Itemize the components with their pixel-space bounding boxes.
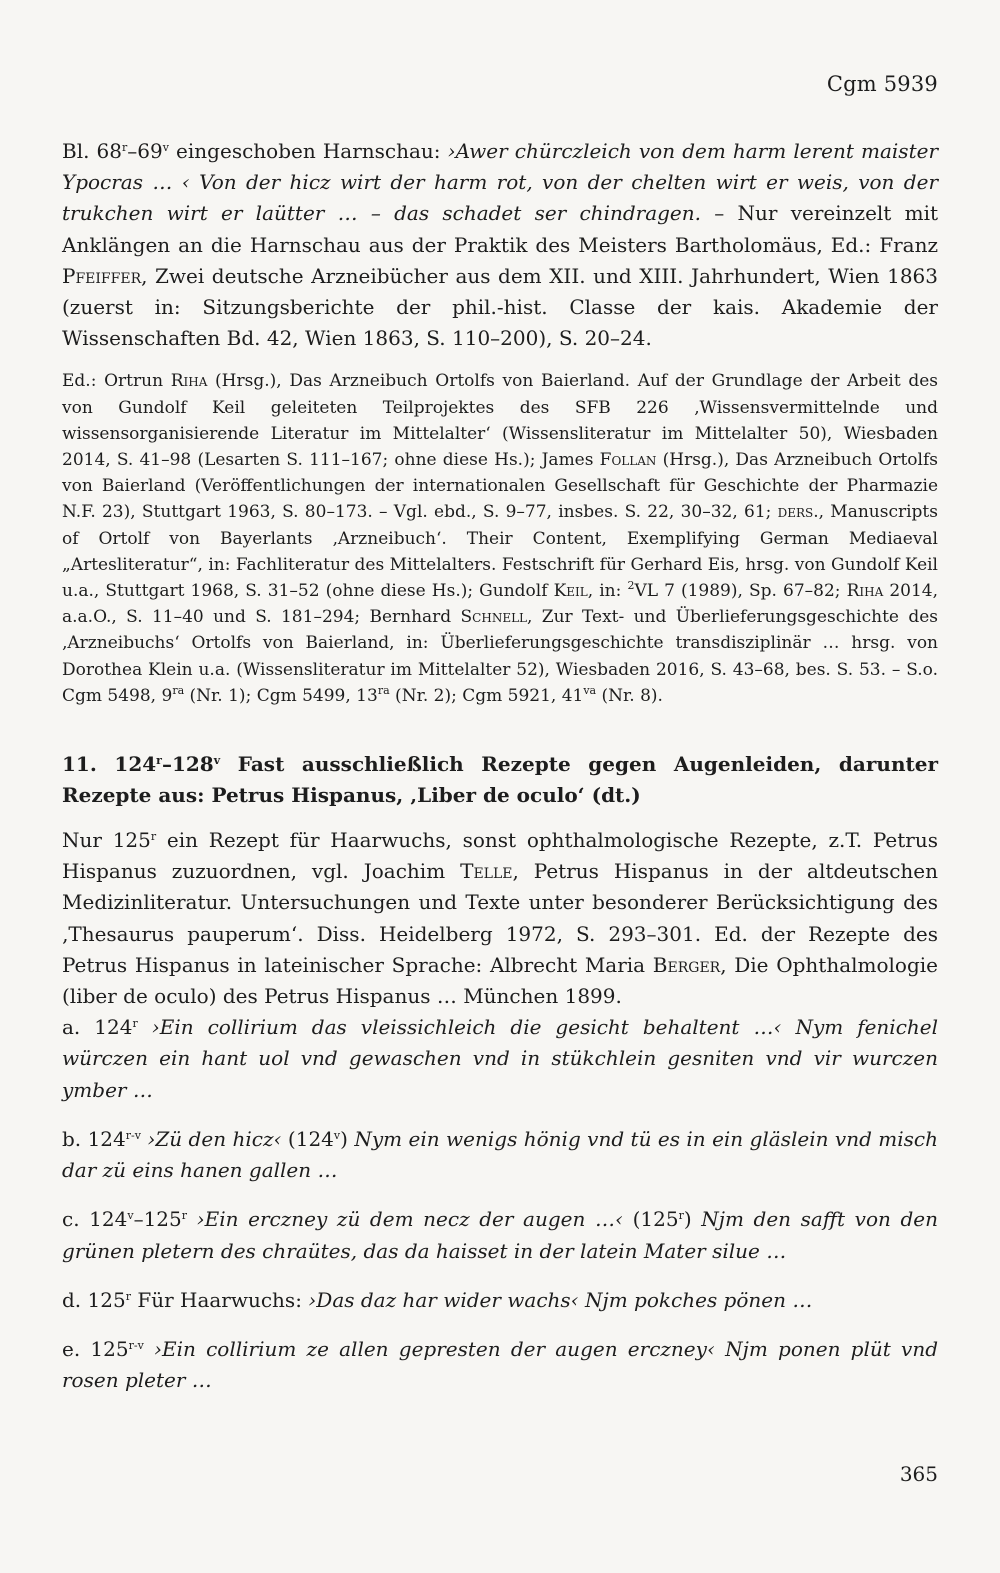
recipe-list	[62, 1012, 938, 1396]
recipe-entry-b: b. 124$^{r-v}$ ›Zü den hicz‹ (124$^v$) Nym ein wenigs hönig vnd tü es in ein gläslein vnd misch dar zü eins hanen gallen …	[62, 1126, 938, 1183]
paragraph-text: Bl. 68$^r$–69$^v$ eingeschoben Harnschau: ›Awer chürczleich von dem harm lerent maister Ypocras … ‹ Von der hicz wirt der harm rot, von der chelten wirt er weis, von der trukchen wirt er laütter … – das schadet ser chindragen. – Nur vereinzelt mit Anklängen an die Harnschau aus der Praktik des Meisters Bartholomäus, Ed.: Franz Pfeiffer, Zwei deutsche Arzneibücher aus dem XII. und XIII. Jahrhundert, Wien 1863 (zuerst in: Sitzungsberichte der phil.-hist. Classe der kais. Akademie der Wissenschaften Bd. 42, Wien 1863, S. 110–200), S. 20–24.	[62, 139, 938, 351]
page-number: 365	[899, 1462, 938, 1486]
paragraph-text: Nur 125$^r$ ein Rezept für Haarwuchs, sonst ophthalmologische Rezepte, z.T. Petrus Hispanus zuzuordnen, vgl. Joachim Telle, Petrus Hispanus in der altdeutschen Medizinliteratur. Untersuchungen und Texte unter besonderer Berücksichtigung des ‚Thesaurus pauperum‘. Diss. Heidelberg 1972, S. 293–301. Ed. der Rezepte des Petrus Hispanus in lateinischer Sprache: Albrecht Maria Berger, Die Ophthalmologie (liber de oculo) des Petrus Hispanus … München 1899.	[62, 828, 939, 1009]
section-11-intro	[62, 825, 938, 1012]
recipe-entry-e: e. 125$^{r-v}$ ›Ein collirium ze allen gepresten der augen erczney‹ Njm ponen plüt vnd rosen pleter …	[62, 1336, 938, 1393]
page-body	[62, 136, 938, 1396]
recipe-entry-c: c. 124$^v$–125$^r$ ›Ein erczney zü dem necz der augen …‹ (125$^r$) Njm den safft von den grünen pletern des chraütes, das da haisset in der latein Mater silue …	[62, 1207, 939, 1263]
paragraph-text: Ed.: Ortrun Riha (Hrsg.), Das Arzneibuch Ortolfs von Baierland. Auf der Grundlage der Arbeit des von Gundolf Keil geleiteten Teilprojektes des SFB 226 ‚Wissensvermittelnde und wissensorganisierende Literatur im Mittelalter‘ (Wissensliteratur im Mittelalter 50), Wiesbaden 2014, S. 41–98 (Lesarten S. 111–167; ohne diese Hs.); James Follan (Hrsg.), Das Arzneibuch Ortolfs von Baierland (Veröffentlichungen der internationalen Gesellschaft für Geschichte der Pharmazie N.F. 23), Stuttgart 1963, S. 80–173. – Vgl. ebd., S. 9–77, insbes. S. 22, 30–32, 61; ders., Manuscripts of Ortolf von Bayerlants ‚Arzneibuch‘. Their Content, Exemplifying German Mediaeval „Artesliteratur“, in: Fachliteratur des Mittelalters. Festschrift für Gerhard Eis, hrsg. von Gundolf Keil u.a., Stuttgart 1968, S. 31–52 (ohne diese Hs.); Gundolf Keil, in: $^2$VL 7 (1989), Sp. 67–82; Riha 2014, a.a.O., S. 11–40 und S. 181–294; Bernhard Schnell, Zur Text- und Überlieferungsgeschichte des ‚Arzneibuchs‘ Ortolfs von Baierland, in: Überlieferungsgeschichte transdisziplinär … hrsg. von Dorothea Klein u.a. (Wissensliteratur im Mittelalter 52), Wiesbaden 2016, S. 43–68, bes. S. 53. – S.o. Cgm 5498, $9^{ra}$ (Nr. 1); Cgm 5499, $13^{ra}$ (Nr. 2); Cgm 5921, $41^{va}$ (Nr. 8).	[62, 371, 938, 706]
recipe-entry-d: d. 125$^r$ Für Haarwuchs: ›Das daz har wider wachs‹ Njm pokches pönen …	[62, 1287, 813, 1312]
edition-notes-paragraph	[62, 368, 938, 709]
harnschau-paragraph	[62, 136, 938, 354]
running-header: Cgm 5939	[826, 72, 938, 96]
section-heading-text: 11. 124$^r$–128$^v$ Fast ausschließlich Rezepte gegen Augenleiden, darunter Rezepte aus: Petrus Hispanus, ‚Liber de oculo‘ (dt.)	[62, 752, 938, 808]
section-11-heading	[62, 749, 938, 811]
recipe-entry-a: a. 124$^r$ ›Ein collirium das vleissichleich die gesicht behaltent …‹ Nym fenichel würczen ein hant uol vnd gewaschen vnd in stükchlein gesniten vnd vir wurczen ymber …	[62, 1015, 939, 1102]
